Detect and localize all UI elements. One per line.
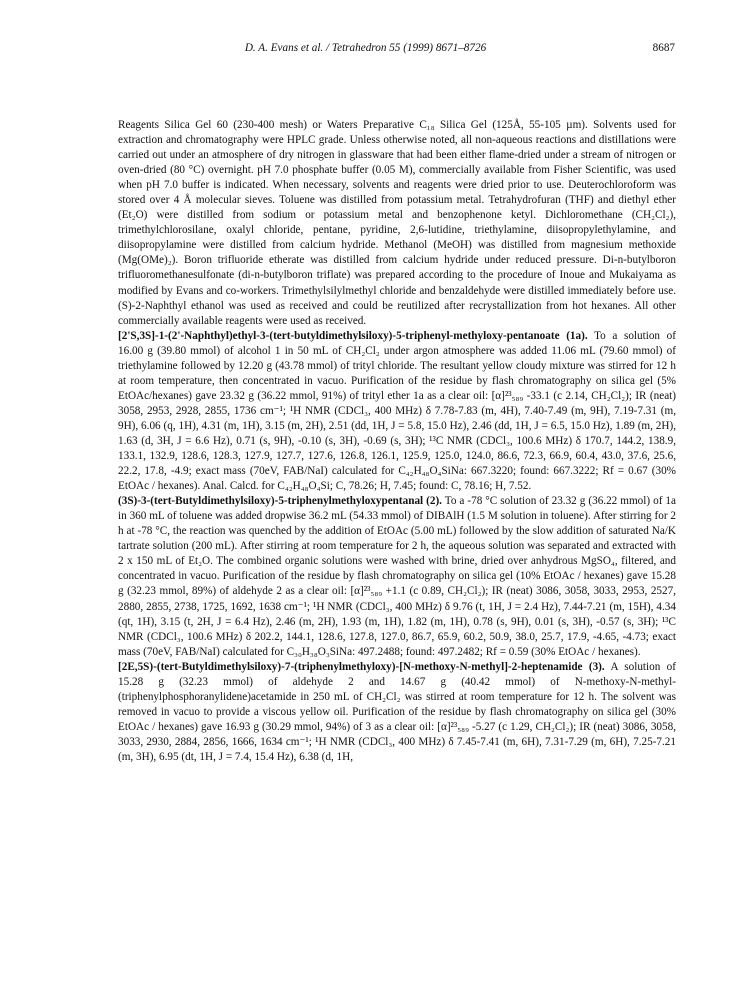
paragraph-text: To a -78 °C solution of 23.32 g (36.22 mmol) of 1a in 360 mL of toluene was added dropwise 36.2 mL (54.33 mmol) of DIBAlH (1.5 M solution in toluene). After stirring for 2 h at -78 °C, the reaction was quenched by the addition of EtOAc (5.00 mL) followed by the slow addition of saturated Na/K tartrate solution (200 mL). After stirring at room temperature for 2 h, the aqueous solution was separated and extracted with 2 x 150 mL of Et₂O. The combined organic solutions were washed with brine, dried over anhydrous MgSO₄, filtered, and concentrated in vacuo. Purification of the residue by flash chromatography on silica gel (10% EtOAc / hexanes) gave 15.28 g (32.23 mmol, 89%) of aldehyde 2 as a clear oil: [α]²³₅₈₉ +1.1 (c 0.89, CH₂Cl₂); IR (neat) 3086, 3058, 3033, 2953, 2527, 2880, 2855, 2738, 1725, 1692, 1638 cm⁻¹; ¹H NMR (CDCl₃, 400 MHz) δ 9.76 (t, 1H, J = 2.4 Hz), 7.44-7.21 (m, 15H), 4.34 (qt, 1H), 3.15 (t, 2H, J = 6.4 Hz), 2.46 (m, 2H), 1.93 (m, 1H), 1.82 (m, 1H), 0.78 (s, 9H), 0.01 (s, 3H), -0.57 (s, 3H); ¹³C NMR (CDCl₃, 100.6 MHz) δ 202.2, 144.1, 128.6, 127.8, 127.0, 86.7, 65.9, 60.2, 50.9, 38.0, 25.7, 17.9, -4.65, -4.73; exact mass (70eV, FAB/NaI) calculated for C₃₀H₃₈O₃SiNa: 497.2488; found: 497.2482; Rf = 0.59 (30% EtOAc / hexanes). <box>118 495 676 658</box>
paragraph-text: Reagents Silica Gel 60 (230-400 mesh) or Waters Preparative C₁₈ Silica Gel (125Å, 55-105 µm). Solvents used for extraction and chromatography were HPLC grade. Unless otherwise noted, all non-aqueous reactions and distillations were carried out under an atmosphere of dry nitrogen in glassware that had been either flame-dried under a stream of nitrogen or oven-dried (80 °C) overnight. pH 7.0 phosphate buffer (0.05 M), commercially available from Fisher Scientific, was used when pH 7.0 buffer is indicated. When necessary, solvents and reagents were dried prior to use. Deuterochloroform was stored over 4 Å molecular sieves. Toluene was distilled from potassium metal. Tetrahydrofuran (THF) and diethyl ether (Et₂O) were distilled from sodium or potassium metal and benzophenone ketyl. Dichloromethane (CH₂Cl₂), trimethylchlorosilane, oxalyl chloride, pentane, pyridine, 2,6-lutidine, triethylamine, diisopropylethylamine, and diisopropylamine were distilled from calcium hydride. Methanol (MeOH) was distilled from magnesium methoxide (Mg(OMe)₂). Boron trifluoride etherate was distilled from calcium hydride under reduced pressure. Di-n-butylboron trifluoromethanesulfonate (di-n-butylboron triflate) was prepared according to the procedure of Inoue and Mukaiyama as modified by Evans and co-workers. Trimethylsilylmethyl chloride and benzaldehyde were distilled immediately before use. (S)-2-Naphthyl ethanol was used as received and could be reutilized after recrystallization from hot hexanes. All other commercially available reagents were used as received. <box>118 119 676 327</box>
paragraph-reagents <box>118 118 676 329</box>
compound-heading: [2E,5S)-(tert-Butyldimethylsiloxy)-7-(triphenylmethyloxy)-[N-methoxy-N-methyl]-2-heptenamide (3). <box>118 660 605 673</box>
paragraph-text: A solution of 15.28 g (32.23 mmol) of aldehyde 2 and 14.67 g (40.42 mmol) of N-methoxy-N-methyl-(triphenylphosphoranylidene)acetamide in 250 mL of CH₂Cl₂ was stirred at room temperature for 12 h. The solvent was removed in vacuo to provide a viscous yellow oil. Purification of the residue by flash chromatography on silica gel (30% EtOAc / hexanes) gave 16.93 g (30.29 mmol, 94%) of 3 as a clear oil: [α]²³₅₈₉ -5.27 (c 1.29, CH₂Cl₂); IR (neat) 3086, 3058, 3033, 2930, 2884, 2856, 1666, 1634 cm⁻¹; ¹H NMR (CDCl₃, 400 MHz) δ 7.45-7.41 (m, 6H), 7.31-7.29 (m, 6H), 7.25-7.21 (m, 3H), 6.95 (dt, 1H, J = 7.4, 15.4 Hz), 6.38 (d, 1H, <box>118 660 677 763</box>
page-number: 8687 <box>652 42 675 54</box>
paragraph-compound-1a <box>118 329 676 495</box>
paragraph-compound-2 <box>118 494 676 660</box>
paragraph-compound-3 <box>118 660 676 765</box>
paragraph-text: To a solution of 16.00 g (39.80 mmol) of alcohol 1 in 50 mL of CH₂Cl₂ under argon atmosphere was added 11.06 mL (79.60 mmol) of triethylamine followed by 12.20 g (43.78 mmol) of trityl chloride. The resultant yellow cloudy mixture was stirred for 12 h at room temperature, then concentrated in vacuo. Purification of the residue by flash chromatography on silica gel (5% EtOAc/hexanes) gave 23.32 g (36.22 mmol, 91%) of trityl ether 1a as a clear oil: [α]²³₅₈₉ -33.1 (c 2.14, CH₂Cl₂); IR (neat) 3058, 2953, 2928, 2855, 1736 cm⁻¹; ¹H NMR (CDCl₃, 400 MHz) δ 7.78-7.83 (m, 4H), 7.40-7.49 (m, 9H), 7.19-7.31 (m, 9H), 6.06 (q, 1H), 4.31 (m, 1H), 3.15 (m, 2H), 2.51 (dd, 1H, J = 5.8, 15.0 Hz), 2.46 (dd, 1H, J = 6.5, 15.0 Hz), 1.89 (m, 2H), 1.63 (d, 3H, J = 6.6 Hz), 0.71 (s, 9H), -0.10 (s, 3H), -0.69 (s, 3H); ¹³C NMR (CDCl₃, 100.6 MHz) δ 170.7, 144.2, 138.9, 133.1, 132.9, 128.6, 128.3, 127.9, 127.7, 127.6, 126.8, 126.1, 125.9, 125.0, 124.0, 86.6, 72.3, 66.9, 60.4, 43.0, 37.6, 25.6, 22.2, 17.8, -4.9; exact mass (70eV, FAB/NaI) calculated for C₄₂H₄₈O₄SiNa: 667.3220; found: 667.3222; Rf = 0.67 (30% EtOAc / hexanes). Anal. Calcd. for C₄₂H₄₈O₄Si; C, 78.26; H, 7.45; found: C, 78.16; H, 7.52. <box>118 329 676 493</box>
page-header <box>0 42 731 58</box>
article-body <box>118 118 676 765</box>
compound-heading: [2'S,3S]-1-(2'-Naphthyl)ethyl-3-(tert-butyldimethylsiloxy)-5-triphenyl-methyloxy-pentanoate (1a). <box>118 329 588 342</box>
running-head: D. A. Evans et al. / Tetrahedron 55 (1999) 8671–8726 <box>244 42 487 54</box>
compound-heading: (3S)-3-(tert-Butyldimethylsiloxy)-5-triphenylmethyloxypentanal (2). <box>118 495 442 508</box>
